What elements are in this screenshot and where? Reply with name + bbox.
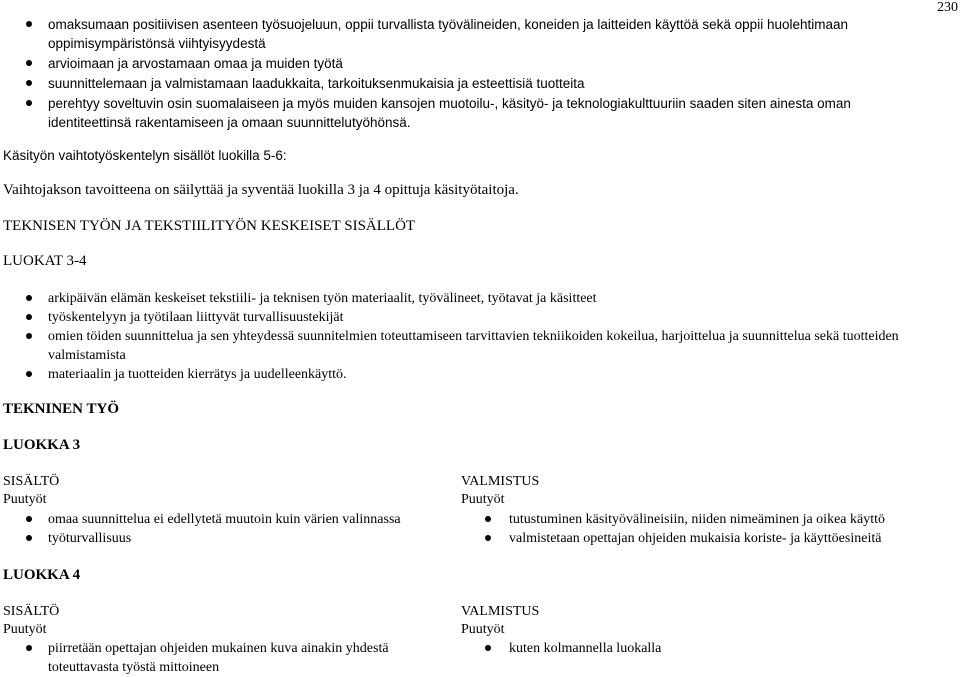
list-item: perehtyy soveltuvin osin suomalaiseen ja myös muiden kansojen muotoilu-, käsityö- ja teknologiakulttuuriin saaden siten ainesta oman identiteettinsä rakentamiseen ja omaan suunnittelutyöhönsä.: [0, 94, 930, 132]
grade3-right-title: VALMISTUS: [461, 474, 540, 489]
list-item: arvioimaan ja arvostamaan omaa ja muiden työtä: [0, 54, 930, 73]
grade3-left-sub: Puutyöt: [3, 492, 47, 507]
heading-grades-3-4: LUOKAT 3-4: [3, 253, 87, 269]
list-item: työskentelyyn ja työtilaan liittyvät turvallisuustekijät: [0, 308, 940, 327]
grade4-right-bullets: [461, 639, 956, 658]
heading-core-contents: TEKNISEN TYÖN JA TEKSTIILITYÖN KESKEISET SISÄLLÖT: [3, 218, 416, 234]
section-content-title: Käsityön vaihtotyöskentelyn sisällöt luokilla 5-6:: [3, 148, 287, 163]
page-number: 230: [937, 0, 958, 15]
grade4-title: LUOKKA 4: [3, 567, 81, 583]
list-item: suunnittelemaan ja valmistamaan laadukkaita, tarkoituksenmukaisia ja esteettisiä tuotteita: [0, 74, 930, 93]
list-item: tutustuminen käsityövälineisiin, niiden nimeäminen ja oikea käyttö: [461, 510, 956, 529]
grade3-right-sub: Puutyöt: [461, 492, 505, 507]
list-item: materiaalin ja tuotteiden kierrätys ja uudelleenkäyttö.: [0, 365, 940, 384]
grade3-left-bullets: [0, 510, 450, 548]
grade4-left-sub: Puutyöt: [3, 622, 47, 637]
grade-bullet-list: [0, 289, 940, 384]
section-goal: Vaihtojakson tavoitteena on säilyttää ja syventää luokilla 3 ja 4 opittuja käsityötaitoja.: [3, 182, 519, 198]
heading-technical-work: TEKNINEN TYÖ: [3, 401, 120, 417]
list-item: omaa suunnittelua ei edellytetä muutoin kuin värien valinnassa: [0, 510, 450, 529]
list-item: kuten kolmannella luokalla: [461, 639, 956, 658]
top-bullet-list: [0, 15, 930, 133]
list-item: piirretään opettajan ohjeiden mukainen kuva ainakin yhdestä toteuttavasta työstä mittoineen: [0, 639, 450, 677]
list-item: valmistetaan opettajan ohjeiden mukaisia koriste- ja käyttöesineitä: [461, 529, 956, 548]
grade4-left-title: SISÄLTÖ: [3, 604, 60, 619]
grade3-title: LUOKKA 3: [3, 437, 81, 453]
grade3-right-bullets: [461, 510, 956, 548]
list-item: työturvallisuus: [0, 529, 450, 548]
grade4-right-sub: Puutyöt: [461, 622, 505, 637]
grade4-right-title: VALMISTUS: [461, 604, 540, 619]
grade3-left-title: SISÄLTÖ: [3, 474, 60, 489]
grade4-left-bullets: [0, 639, 450, 677]
list-item: arkipäivän elämän keskeiset tekstiili- ja teknisen työn materiaalit, työvälineet, työtavat ja käsitteet: [0, 289, 940, 308]
list-item: omien töiden suunnittelua ja sen yhteydessä suunnitelmien toteuttamiseen tarvittavien tekniikoiden kokeilua, harjoittelua ja suunnittelua sekä tuotteiden valmistamista: [0, 327, 940, 365]
list-item: omaksumaan positiivisen asenteen työsuojeluun, oppii turvallista työvälineiden, koneiden ja laitteiden käyttöä sekä oppii huolehtimaan oppimisympäristönsä viihtyisyydestä: [0, 15, 930, 53]
